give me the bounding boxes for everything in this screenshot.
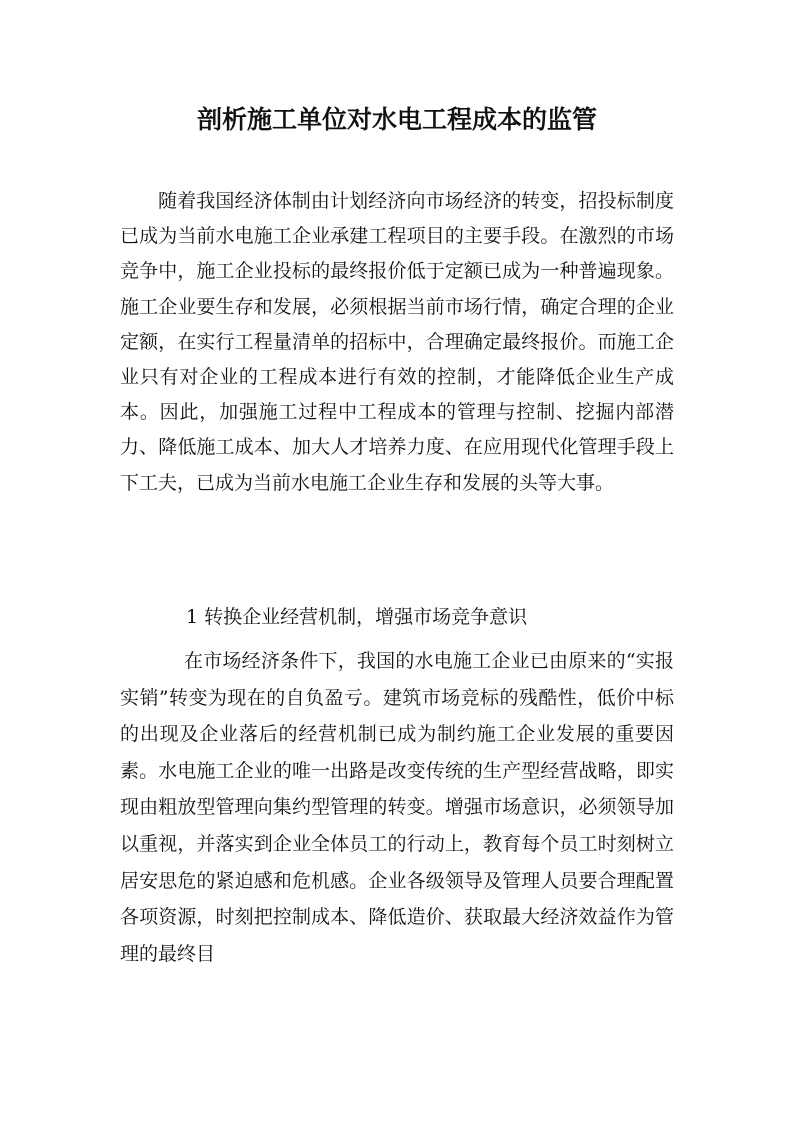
section-heading-1: 1 转换企业经营机制，增强市场竞争意识 — [186, 606, 528, 628]
paragraph-section-1: 在市场经济条件下，我国的水电施工企业已由原来的“实报实销”转变为现在的自负盈亏。建筑市场竞标的残酷性，低价中标的出现及企业落后的经营机制已成为制约施工企业发展的重要因素。水电施工企业的唯一出路是改变传统的生产型经营战略，即实现由粗放型管理向集约型管理的转变。增强市场意识，必须领导加以重视，并落实到企业全体员工的行动上，教育每个员工时刻树立居安思危的紧迫感和危机感。企业各级领导及管理人员要合理配置各项资源，时刻把控制成本、降低造价、获取最大经济效益作为管理的最终目 — [120, 650, 674, 965]
document-title: 剖析施工单位对水电工程成本的监管 — [196, 105, 597, 134]
paragraph-intro: 随着我国经济体制由计划经济向市场经济的转变，招投标制度已成为当前水电施工企业承建工程项目的主要手段。在激烈的市场竞争中，施工企业投标的最终报价低于定额已成为一种普遍现象。施工企业要生存和发展，必须根据当前市场行情，确定合理的企业定额，在实行工程量清单的招标中，合理确定最终报价。而施工企业只有对企业的工程成本进行有效的控制，才能降低企业生产成本。因此，加强施工过程中工程成本的管理与控制、挖掘内部潜力、降低施工成本、加大人才培养力度、在应用现代化管理手段上下工夫，已成为当前水电施工企业生存和发展的头等大事。 — [120, 190, 674, 494]
